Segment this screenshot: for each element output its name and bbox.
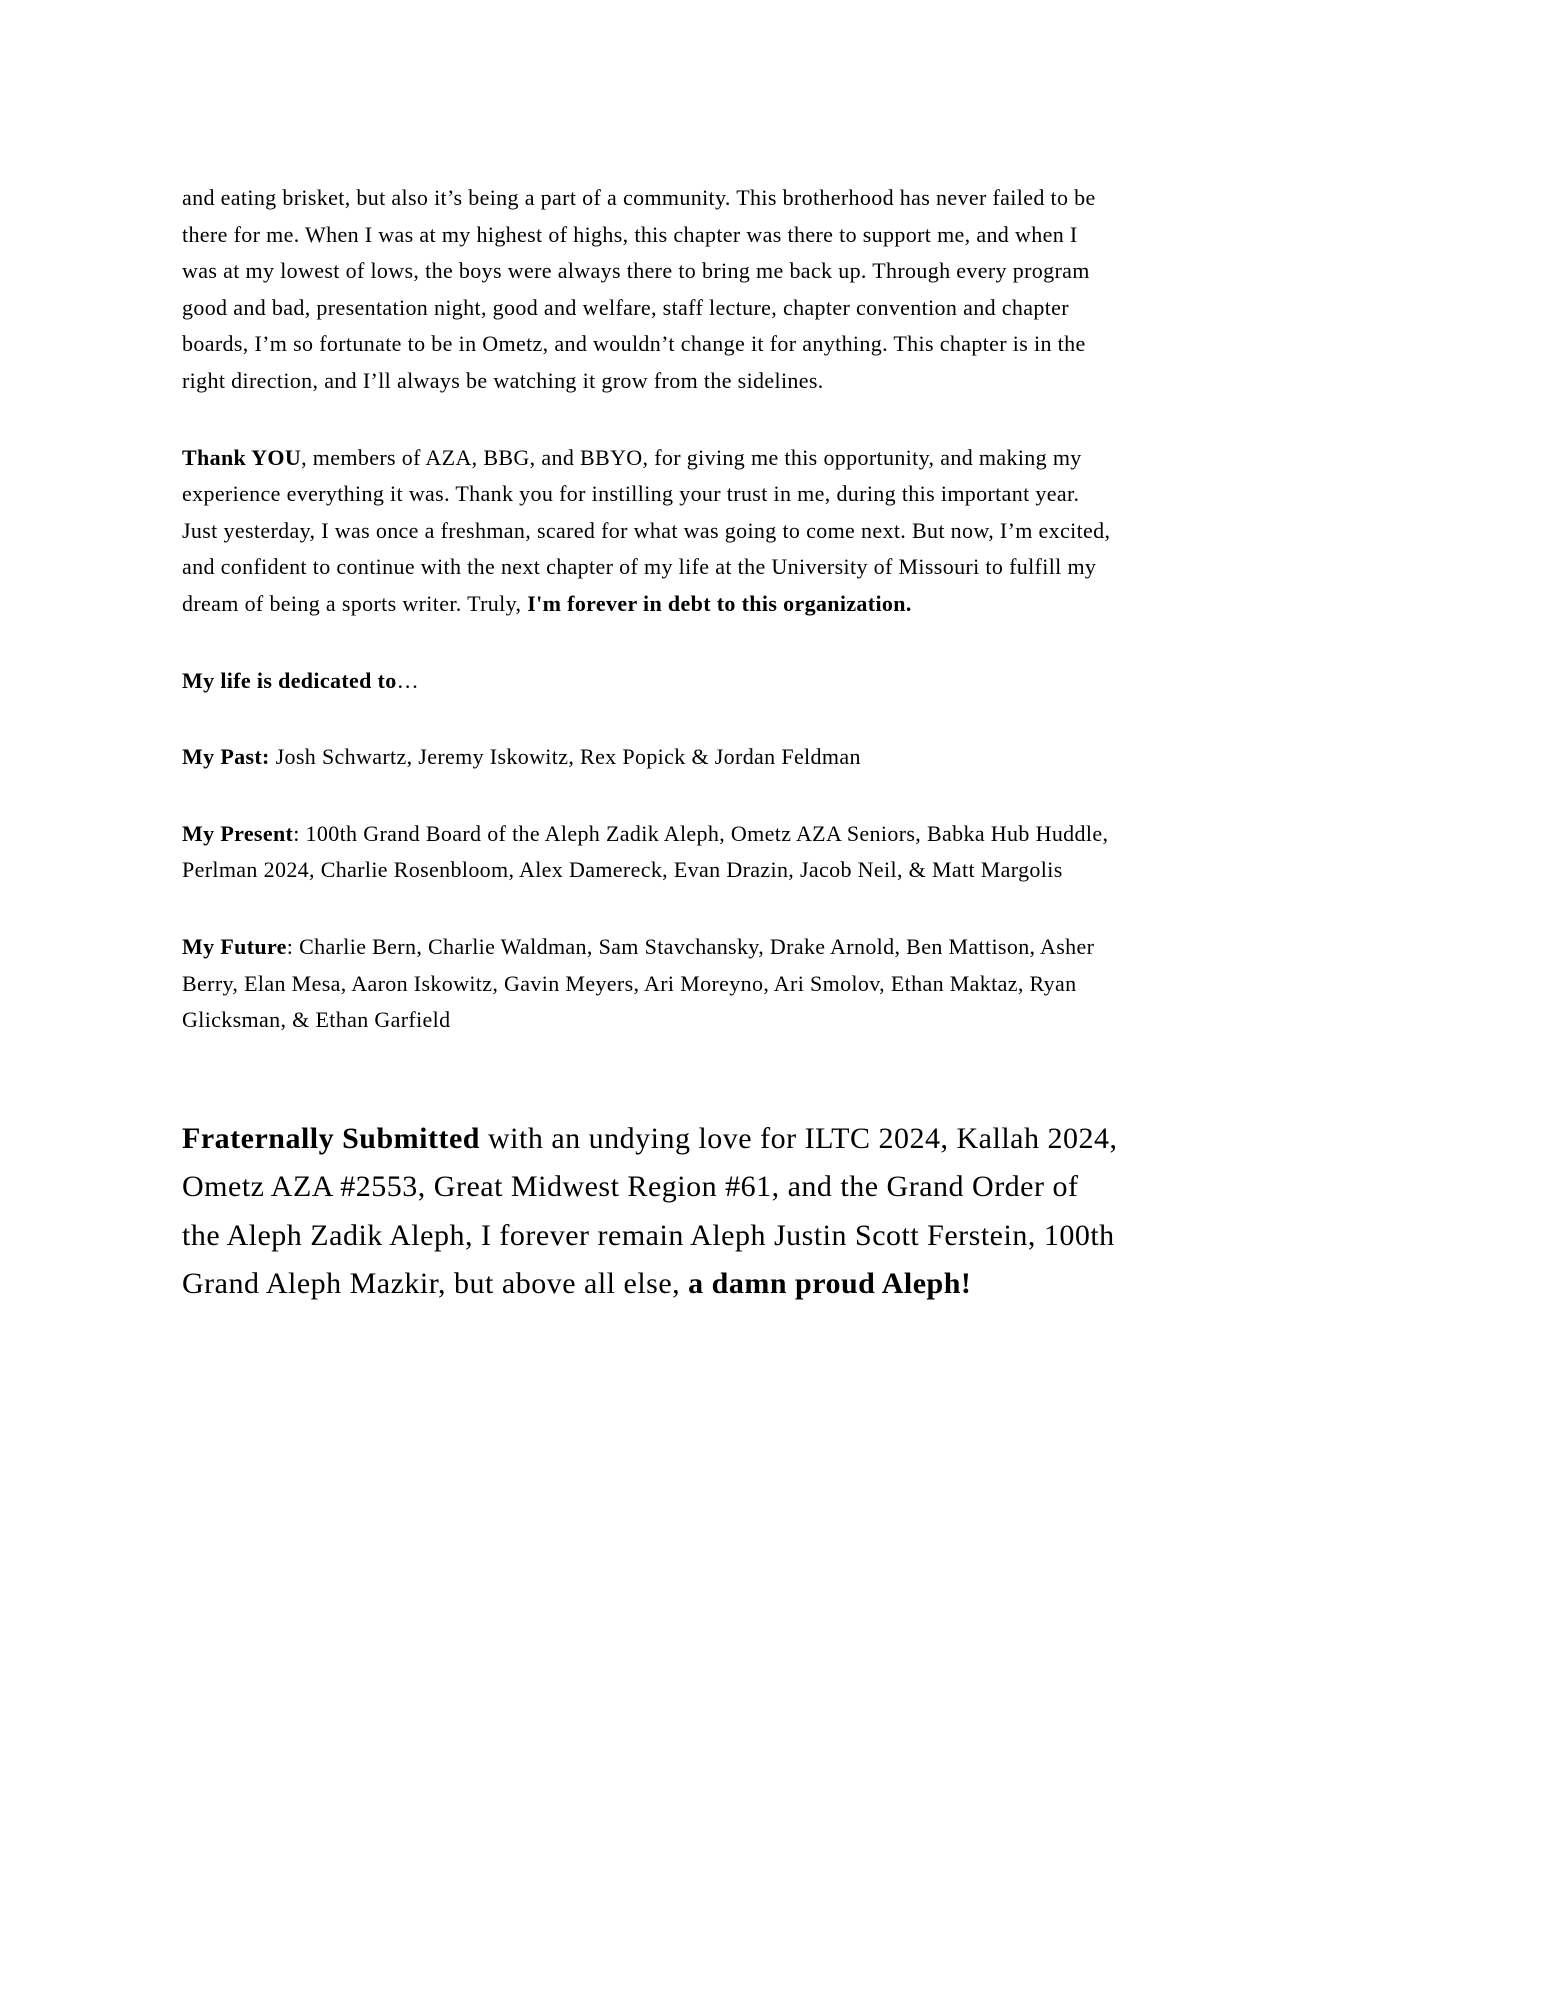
text-line: [182, 1260, 1385, 1309]
paragraph-closing: [182, 1115, 1385, 1309]
text-line: [182, 586, 1385, 623]
text-line: Berry, Elan Mesa, Aaron Iskowitz, Gavin Meyers, Ari Moreyno, Ari Smolov, Ethan Maktaz, Ryan: [182, 970, 1077, 996]
bold-emphasis: I'm forever in debt to this organization.: [527, 590, 912, 616]
bold-lead: My life is dedicated to: [182, 667, 397, 693]
text-run: , members of AZA, BBG, and BBYO, for giving me this opportunity, and making my: [301, 444, 1082, 470]
text-run: : Charlie Bern, Charlie Waldman, Sam Stavchansky, Drake Arnold, Ben Mattison, Asher: [286, 933, 1095, 959]
text-line: [182, 1115, 1385, 1164]
paragraph-dedication: [182, 663, 1385, 700]
text-line: there for me. When I was at my highest of highs, this chapter was there to support me, and when I: [182, 221, 1078, 247]
text-line: Glicksman, & Ethan Garfield: [182, 1007, 451, 1033]
paragraph-my-present: [182, 816, 1385, 889]
paragraph-my-future: [182, 929, 1385, 1039]
text-line: [182, 440, 1385, 477]
text-line: Perlman 2024, Charlie Rosenbloom, Alex Damereck, Evan Drazin, Jacob Neil, & Matt Margolis: [182, 857, 1063, 883]
text-run: Josh Schwartz, Jeremy Iskowitz, Rex Popick & Jordan Feldman: [269, 744, 861, 770]
ellipsis: …: [396, 667, 419, 693]
bold-lead: Thank YOU: [182, 444, 302, 470]
paragraph-my-past: [182, 739, 1385, 776]
text-line: boards, I’m so fortunate to be in Ometz, and wouldn’t change it for anything. This chapter is in the: [182, 331, 1086, 357]
text-line: the Aleph Zadik Aleph, I forever remain Aleph Justin Scott Ferstein, 100th: [182, 1218, 1115, 1252]
text-line: and confident to continue with the next chapter of my life at the University of Missouri to fulfill my: [182, 554, 1097, 580]
bold-lead: Fraternally Submitted: [182, 1121, 480, 1155]
text-line: experience everything it was. Thank you for instilling your trust in me, during this important year.: [182, 481, 1080, 507]
bold-label: My Present: [182, 820, 294, 846]
paragraph-brotherhood: [182, 180, 1385, 400]
text-line: Just yesterday, I was once a freshman, scared for what was going to come next. But now, I’m excited,: [182, 517, 1111, 543]
text-line: [182, 929, 1385, 966]
bold-label: My Future: [182, 933, 287, 959]
text-line: good and bad, presentation night, good and welfare, staff lecture, chapter convention and chapter: [182, 294, 1069, 320]
text-run: : 100th Grand Board of the Aleph Zadik Aleph, Ometz AZA Seniors, Babka Hub Huddle,: [293, 820, 1109, 846]
text-line: and eating brisket, but also it’s being a part of a community. This brotherhood has never failed to be: [182, 185, 1096, 210]
text-run: with an undying love for ILTC 2024, Kallah 2024,: [479, 1121, 1118, 1155]
paragraph-thank-you: [182, 440, 1385, 623]
text-run: Grand Aleph Mazkir, but above all else,: [182, 1267, 689, 1301]
text-line: [182, 663, 1385, 700]
text-line: Ometz AZA #2553, Great Midwest Region #61, and the Grand Order of: [182, 1170, 1079, 1204]
text-line: right direction, and I’ll always be watching it grow from the sidelines.: [182, 367, 824, 393]
text-line: [182, 816, 1385, 853]
bold-emphasis: a damn proud Aleph!: [688, 1267, 972, 1301]
text-line: [182, 739, 1385, 776]
text-run: dream of being a sports writer. Truly,: [182, 590, 528, 616]
text-line: was at my lowest of lows, the boys were always there to bring me back up. Through every program: [182, 258, 1090, 284]
bold-label: My Past:: [182, 744, 270, 770]
